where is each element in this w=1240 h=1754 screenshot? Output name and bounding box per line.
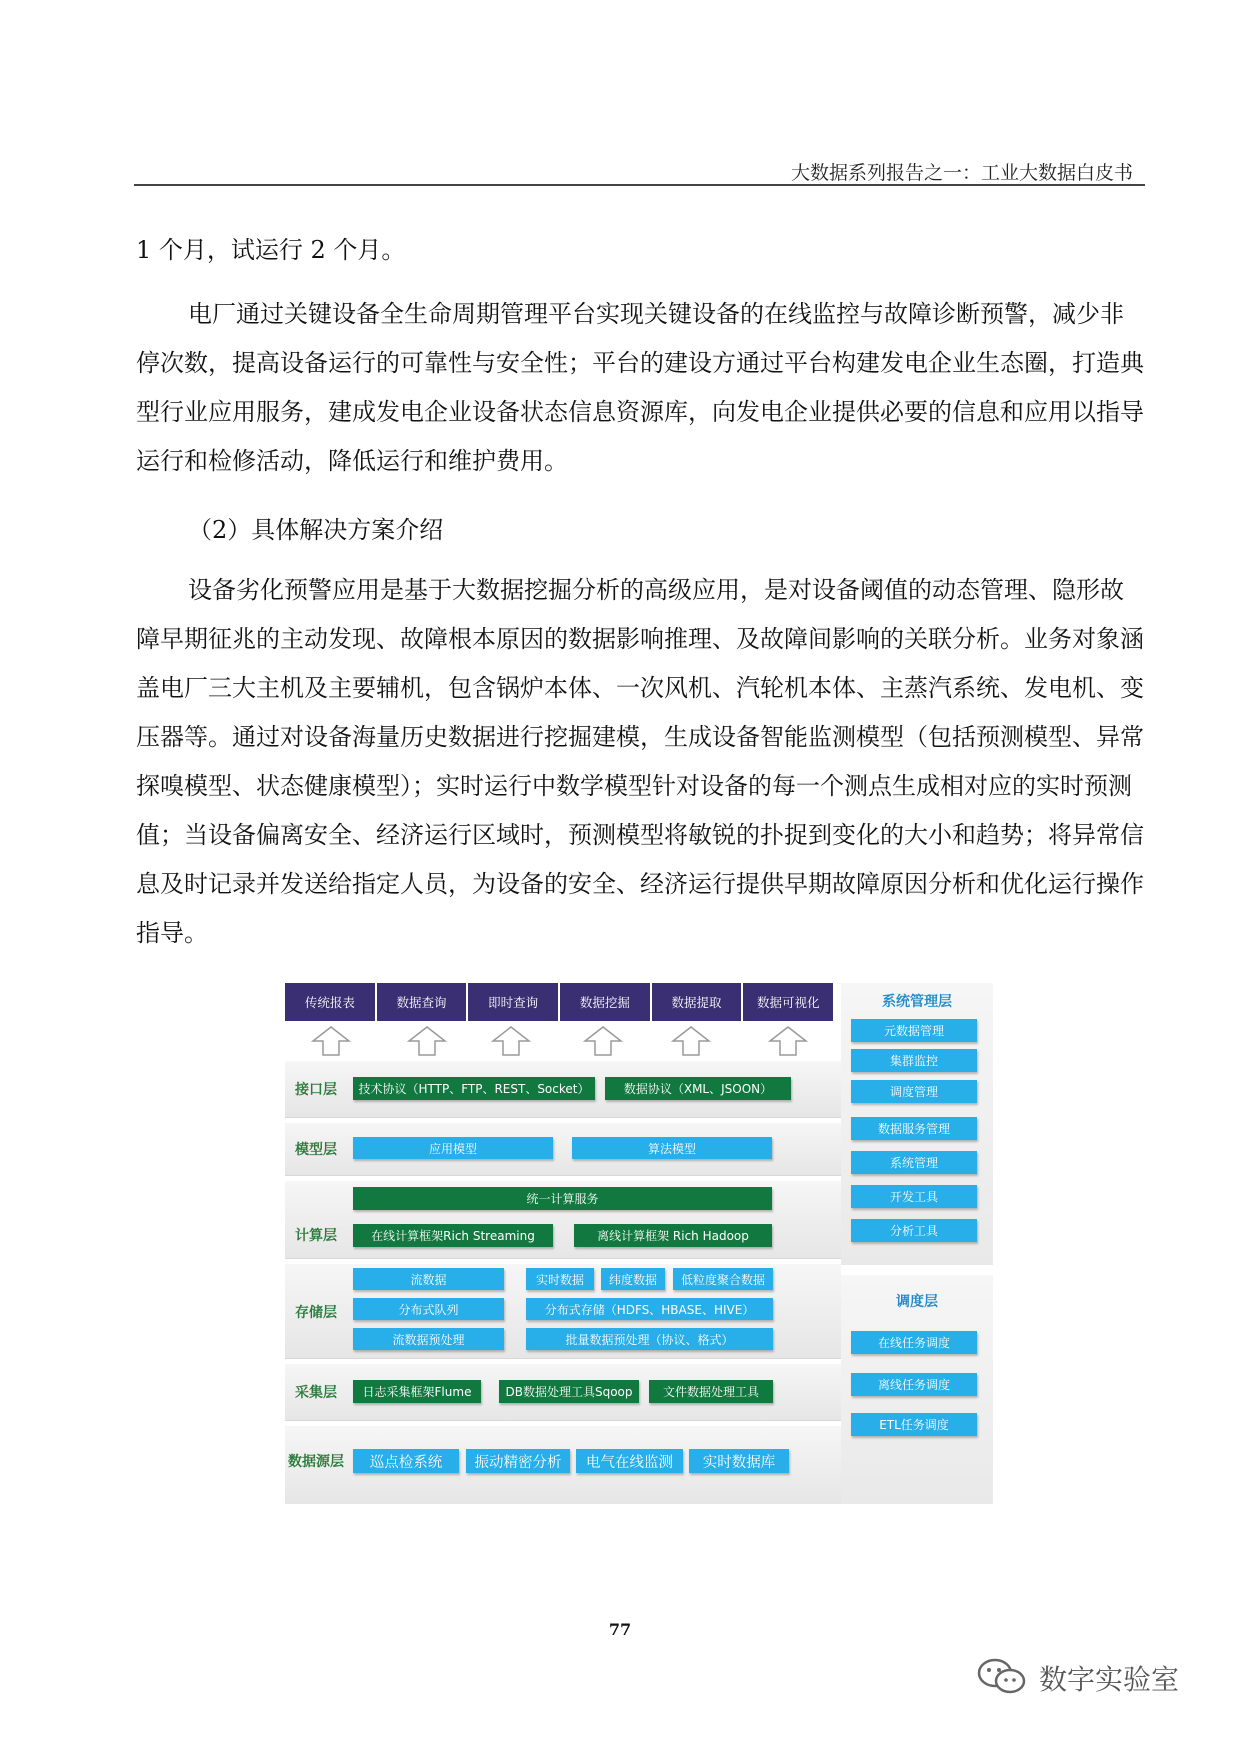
scheduling-panel [841,1275,993,1504]
vibration-analysis-box: 振动精密分析 [466,1449,570,1473]
paragraph-platform [136,290,1146,486]
compute-layer [285,1181,841,1259]
side-panels [841,983,993,1504]
layer-label: 接口层 [295,1082,337,1098]
sqoop-box: DB数据处理工具Sqoop [499,1380,639,1403]
wechat-icon [975,1656,1031,1696]
layer-label: 模型层 [295,1142,337,1158]
collection-layer [285,1364,841,1421]
system-mgmt-box: 系统管理 [851,1151,977,1174]
offline-task-schedule-box: 离线任务调度 [851,1373,977,1396]
architecture-diagram [285,983,993,1504]
online-compute-box: 在线计算框架Rich Streaming [353,1224,553,1247]
dimension-data-box: 纬度数据 [601,1268,665,1290]
up-arrows [285,1023,833,1059]
system-management-panel [841,983,993,1265]
up-arrow-icon [585,1027,621,1055]
watermark-text: 数字实验室 [1039,1663,1180,1696]
data-protocol-box: 数据协议（XML、JSOON） [605,1077,791,1100]
flume-box: 日志采集框架Flume [353,1380,481,1403]
unified-compute-box: 统一计算服务 [353,1187,772,1210]
algorithm-model-box: 算法模型 [572,1137,772,1159]
layer-stack [285,983,841,1504]
tech-protocol-box: 技术协议（HTTP、FTP、REST、Socket） [353,1077,595,1100]
storage-layer [285,1264,841,1359]
up-arrow-icon [770,1027,806,1055]
panel-title: 调度层 [896,1294,938,1310]
panel-title: 系统管理层 [882,994,952,1010]
interface-layer [285,1061,841,1118]
header-title: 大数据系列报告之一：工业大数据白皮书 [790,162,1133,184]
app-cell: 数据查询 [377,983,467,1021]
realtime-db-box: 实时数据库 [689,1449,789,1473]
paragraph-text: 设备劣化预警应用是基于大数据挖掘分析的高级应用，是对设备阈值的动态管理、隐形故障早期征兆的主动发现、故障根本原因的数据影响推理、及故障间影响的关联分析。业务对象涵盖电厂三大主机及主要辅机，包含锅炉本体、一次风机、汽轮机本体、主蒸汽系统、发电机、变压器等。通过对设备海量历史数据进行挖掘建模，生成设备智能监测模型（包括预测模型、异常探嗅模型、状态健康模型）；实时运行中数学模型针对设备的每一个测点生成相对应的实时预测值；当设备偏离安全、经济运行区域时，预测模型将敏锐的扑捉到变化的大小和趋势；将异常信息及时记录并发送给指定人员，为设备的安全、经济运行提供早期故障原因分析和优化运行操作指导。 [136,576,1144,947]
data-service-mgmt-box: 数据服务管理 [851,1117,977,1140]
dev-tools-box: 开发工具 [851,1185,977,1208]
up-arrow-icon [493,1027,529,1055]
paragraph-continuation [136,226,1146,275]
distributed-queue-box: 分布式队列 [353,1298,504,1320]
aggregate-data-box: 低粒度聚合数据 [673,1268,773,1290]
paragraph-text: 1 个月，试运行 2 个月。 [136,236,406,264]
paragraph-text: 电厂通过关键设备全生命周期管理平台实现关键设备的在线监控与故障诊断预警，减少非停次数，提高设备运行的可靠性与安全性；平台的建设方通过平台构建发电企业生态圈，打造典型行业应用服务，建成发电企业设备状态信息资源库，向发电企业提供必要的信息和应用以指导运行和检修活动，降低运行和维护费用。 [136,300,1144,475]
layer-label: 计算层 [295,1228,337,1244]
layer-label: 采集层 [295,1385,337,1401]
batch-preprocess-box: 批量数据预处理（协议、格式） [526,1328,773,1350]
up-arrow-icon [673,1027,709,1055]
schedule-mgmt-box: 调度管理 [851,1080,977,1103]
online-task-schedule-box: 在线任务调度 [851,1331,977,1354]
app-cell: 即时查询 [468,983,558,1021]
page-header [134,156,1145,186]
app-model-box: 应用模型 [353,1137,553,1159]
cluster-monitor-box: 集群监控 [851,1049,977,1072]
layer-label: 数据源层 [288,1454,344,1470]
layer-label: 存储层 [295,1305,337,1321]
etl-schedule-box: ETL任务调度 [851,1413,977,1436]
file-tool-box: 文件数据处理工具 [649,1380,773,1403]
realtime-data-box: 实时数据 [526,1268,594,1290]
app-cell: 数据挖掘 [560,983,650,1021]
metadata-mgmt-box: 元数据管理 [851,1019,977,1042]
app-cell: 传统报表 [285,983,375,1021]
application-bar [285,983,833,1021]
up-arrow-icon [409,1027,445,1055]
section-heading-text: （2）具体解决方案介绍 [188,516,444,544]
distributed-storage-box: 分布式存储（HDFS、HBASE、HIVE） [526,1298,773,1320]
data-source-layer [285,1426,841,1504]
page-number: 77 [608,1620,632,1639]
offline-compute-box: 离线计算框架 Rich Hadoop [574,1224,772,1247]
app-cell: 数据可视化 [743,983,833,1021]
section-heading [136,506,1146,555]
electrical-monitor-box: 电气在线监测 [576,1449,683,1473]
analysis-tools-box: 分析工具 [851,1219,977,1242]
app-cell: 数据提取 [652,983,742,1021]
paragraph-solution [136,566,1146,958]
inspection-system-box: 巡点检系统 [353,1449,459,1473]
model-layer [285,1123,841,1176]
stream-data-box: 流数据 [353,1268,504,1290]
stream-preprocess-box: 流数据预处理 [353,1328,504,1350]
watermark [975,1656,1205,1696]
up-arrow-icon [313,1027,349,1055]
